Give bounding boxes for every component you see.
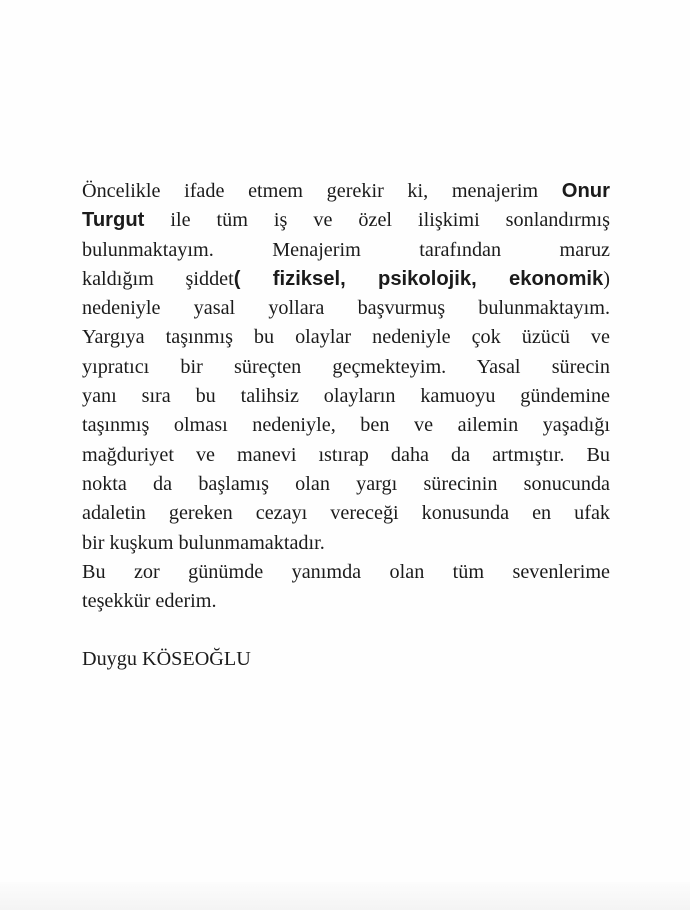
line-text: Öncelikle ifade etmem gerekir ki, menajerim: [82, 180, 562, 202]
statement-line: [82, 177, 610, 206]
line-text: mağduriyet ve manevi ıstırap daha da artmıştır. Bu: [82, 443, 610, 466]
page-bottom-edge: [0, 882, 690, 910]
line-text: yanı sıra bu talihsiz olayların kamuoyu gündemine: [82, 385, 610, 408]
line-text: bulunmaktayım. Menajerim tarafından maruz: [82, 238, 610, 261]
statement-line: [82, 323, 610, 352]
statement-line: [82, 382, 610, 411]
line-text: ile tüm iş ve özel ilişkimi sonlandırmış: [144, 209, 610, 232]
line-text: Yargıya taşınmış bu olaylar nedeniyle çok üzücü ve: [82, 326, 610, 349]
statement-body: [82, 177, 610, 616]
statement-line: [82, 265, 610, 294]
statement-line: [82, 353, 610, 382]
statement-line: [82, 499, 610, 528]
line-text: teşekkür ederim.: [82, 590, 217, 613]
statement-line: [82, 587, 610, 616]
bold-surname: Turgut: [82, 209, 145, 232]
statement-line: [82, 470, 610, 499]
line-text: adaletin gereken cezayı vereceği konusunda en ufak: [82, 502, 610, 525]
statement-line: [82, 294, 610, 323]
bold-violence-types: fiziksel, psikolojik, ekonomik: [272, 267, 604, 290]
line-text: yıpratıcı bir süreçten geçmekteyim. Yasal sürecin: [82, 355, 610, 378]
signature-name: Duygu KÖSEOĞLU: [82, 648, 251, 670]
bold-name: Onur: [561, 180, 610, 202]
statement-line: [82, 441, 610, 470]
bold-parenthesis: (: [233, 267, 273, 290]
line-text: kaldığım şiddet: [82, 267, 234, 290]
statement-line: [82, 558, 610, 587]
line-text: Bu zor günümde yanımda olan tüm sevenlerime: [82, 560, 610, 583]
line-text: taşınmış olması nedeniyle, ben ve ailemin yaşadığı: [82, 414, 610, 437]
line-text: bir kuşkum bulunmamaktadır.: [82, 531, 325, 554]
statement-line: [82, 529, 610, 558]
closing-parenthesis: ): [603, 267, 610, 290]
statement-line: [82, 236, 610, 265]
statement-line: [82, 411, 610, 440]
line-text: nokta da başlamış olan yargı sürecinin sonucunda: [82, 472, 610, 495]
statement-line: [82, 206, 610, 235]
line-text: nedeniyle yasal yollara başvurmuş bulunmaktayım.: [82, 297, 610, 320]
